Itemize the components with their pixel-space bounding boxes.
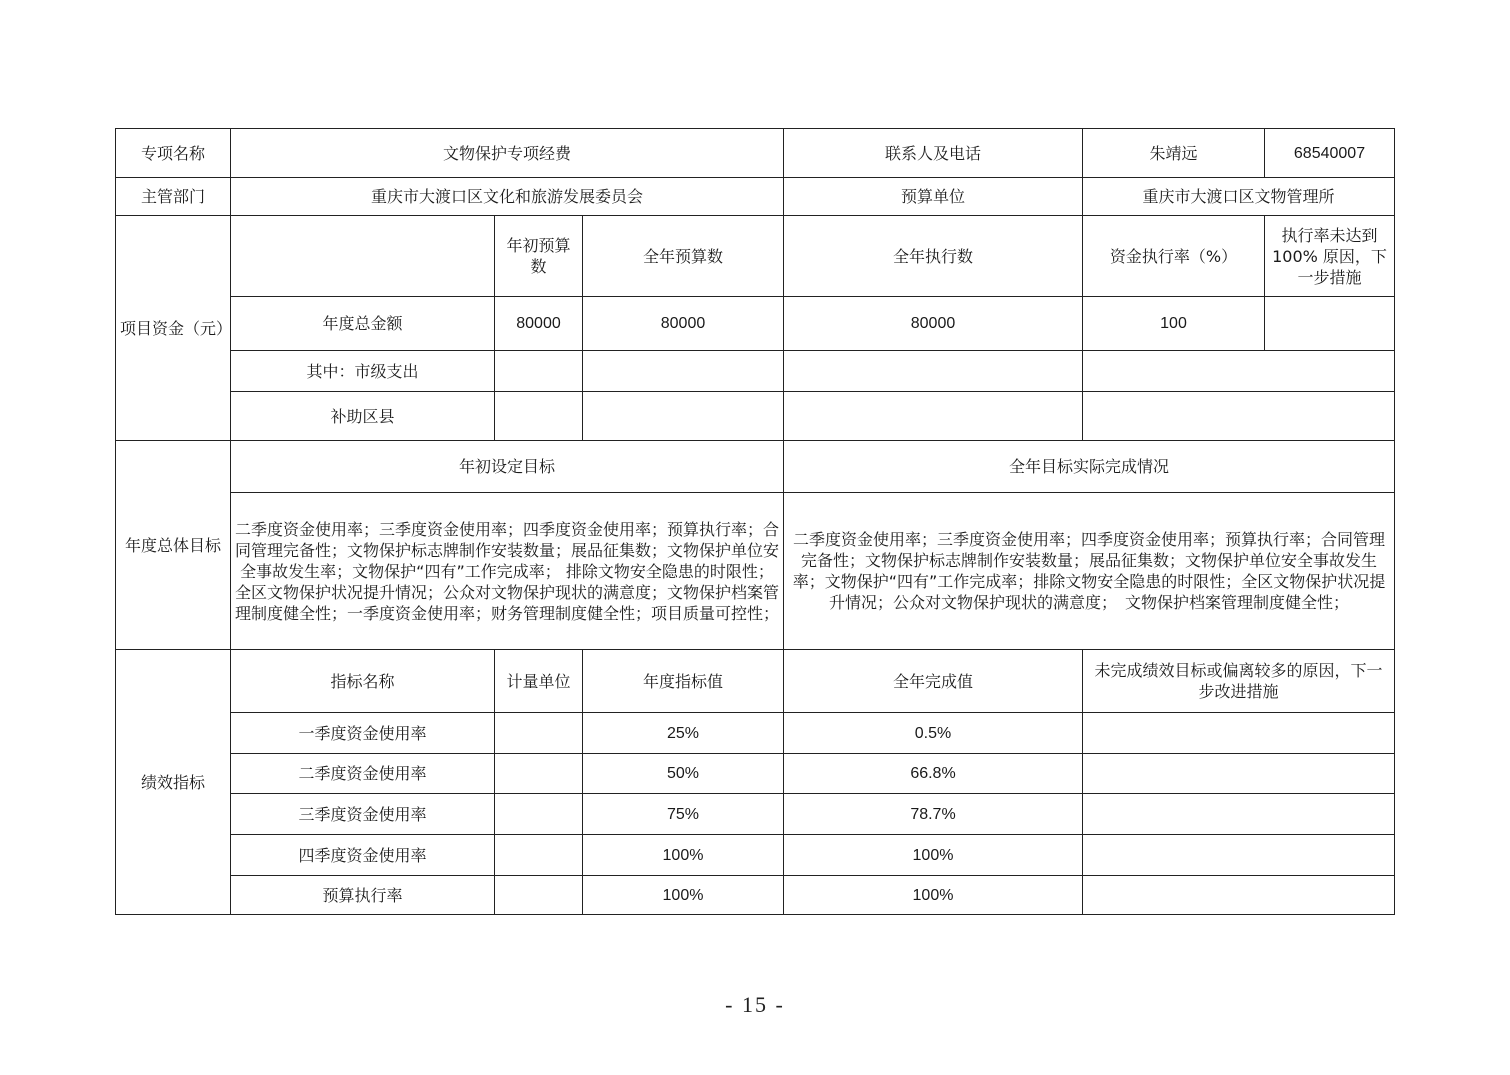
indicator-target: 50%: [583, 754, 784, 794]
funds-initial-value: [495, 351, 583, 392]
indicator-name: 二季度资金使用率: [231, 754, 495, 794]
funds-rate-value: [1083, 351, 1395, 392]
funds-row-label: 补助区县: [231, 392, 495, 441]
funds-reason-value: [1265, 297, 1395, 351]
dept-label: 主管部门: [116, 178, 231, 216]
col-unit: 计量单位: [495, 650, 583, 713]
indicator-reason: [1083, 754, 1395, 794]
indicator-target: 25%: [583, 713, 784, 754]
indicator-name: 一季度资金使用率: [231, 713, 495, 754]
contact-name: 朱靖远: [1083, 129, 1265, 178]
col-annual-actual: 全年完成值: [784, 650, 1083, 713]
dept-value: 重庆市大渡口区文化和旅游发展委员会: [231, 178, 784, 216]
indicator-reason: [1083, 794, 1395, 835]
funds-header-blank: [231, 216, 495, 297]
funds-initial-value: 80000: [495, 297, 583, 351]
col-exec-rate: 资金执行率（%）: [1083, 216, 1265, 297]
indicator-actual: 78.7%: [784, 794, 1083, 835]
funds-exec-value: [784, 392, 1083, 441]
indicator-unit: [495, 713, 583, 754]
indicator-actual: 100%: [784, 835, 1083, 876]
indicator-unit: [495, 754, 583, 794]
indicator-unit: [495, 835, 583, 876]
col-exec-reason: 执行率未达到100% 原因，下一步措施: [1265, 216, 1395, 297]
funds-exec-value: 80000: [784, 297, 1083, 351]
performance-form-table: [115, 128, 1395, 915]
contact-phone: 68540007: [1265, 129, 1395, 178]
funds-annual-value: [583, 392, 784, 441]
funds-section-label: 项目资金（元）: [116, 216, 231, 441]
indicator-name: 预算执行率: [231, 876, 495, 915]
col-annual-exec: 全年执行数: [784, 216, 1083, 297]
col-annual-budget: 全年预算数: [583, 216, 784, 297]
funds-exec-value: [784, 351, 1083, 392]
col-deviation-reason: 未完成绩效目标或偏离较多的原因，下一步改进措施: [1083, 650, 1395, 713]
funds-rate-value: [1083, 392, 1395, 441]
indicator-actual: 100%: [784, 876, 1083, 915]
indicator-target: 100%: [583, 835, 784, 876]
budget-unit-label: 预算单位: [784, 178, 1083, 216]
indicator-reason: [1083, 835, 1395, 876]
indicator-actual: 66.8%: [784, 754, 1083, 794]
funds-rate-value: 100: [1083, 297, 1265, 351]
funds-row-label: 年度总金额: [231, 297, 495, 351]
funds-initial-value: [495, 392, 583, 441]
goals-actual-text: 二季度资金使用率；三季度资金使用率；四季度资金使用率；预算执行率；合同管理完备性；文物保护标志牌制作安装数量；展品征集数；文物保护单位安全事故发生率；文物保护“四有”工作完成率；排除文物安全隐患的时限性；全区文物保护状况提升情况；公众对文物保护现状的满意度； 文物保护档案管理制度健全性；: [784, 493, 1395, 650]
indicator-reason: [1083, 876, 1395, 915]
contact-label: 联系人及电话: [784, 129, 1083, 178]
indicator-name: 四季度资金使用率: [231, 835, 495, 876]
col-annual-target: 年度指标值: [583, 650, 784, 713]
indicator-actual: 0.5%: [784, 713, 1083, 754]
funds-row-label: 其中：市级支出: [231, 351, 495, 392]
goals-set-label: 年初设定目标: [231, 441, 784, 493]
col-initial-budget: 年初预算数: [495, 216, 583, 297]
goals-section-label: 年度总体目标: [116, 441, 231, 650]
col-indicator-name: 指标名称: [231, 650, 495, 713]
indicator-name: 三季度资金使用率: [231, 794, 495, 835]
goals-actual-label: 全年目标实际完成情况: [784, 441, 1395, 493]
indicator-target: 75%: [583, 794, 784, 835]
indicator-unit: [495, 794, 583, 835]
performance-section-label: 绩效指标: [116, 650, 231, 915]
indicator-unit: [495, 876, 583, 915]
indicator-target: 100%: [583, 876, 784, 915]
funds-annual-value: 80000: [583, 297, 784, 351]
budget-unit-value: 重庆市大渡口区文物管理所: [1083, 178, 1395, 216]
project-name-label: 专项名称: [116, 129, 231, 178]
page-number: - 15 -: [725, 992, 785, 1017]
funds-annual-value: [583, 351, 784, 392]
goals-set-text: 二季度资金使用率；三季度资金使用率；四季度资金使用率；预算执行率；合同管理完备性；文物保护标志牌制作安装数量；展品征集数；文物保护单位安全事故发生率；文物保护“四有”工作完成率； 排除文物安全隐患的时限性；全区文物保护状况提升情况；公众对文物保护现状的满意度；文物保护档案管理制度健全性；一季度资金使用率；财务管理制度健全性；项目质量可控性；: [231, 493, 784, 650]
project-name-value: 文物保护专项经费: [231, 129, 784, 178]
indicator-reason: [1083, 713, 1395, 754]
